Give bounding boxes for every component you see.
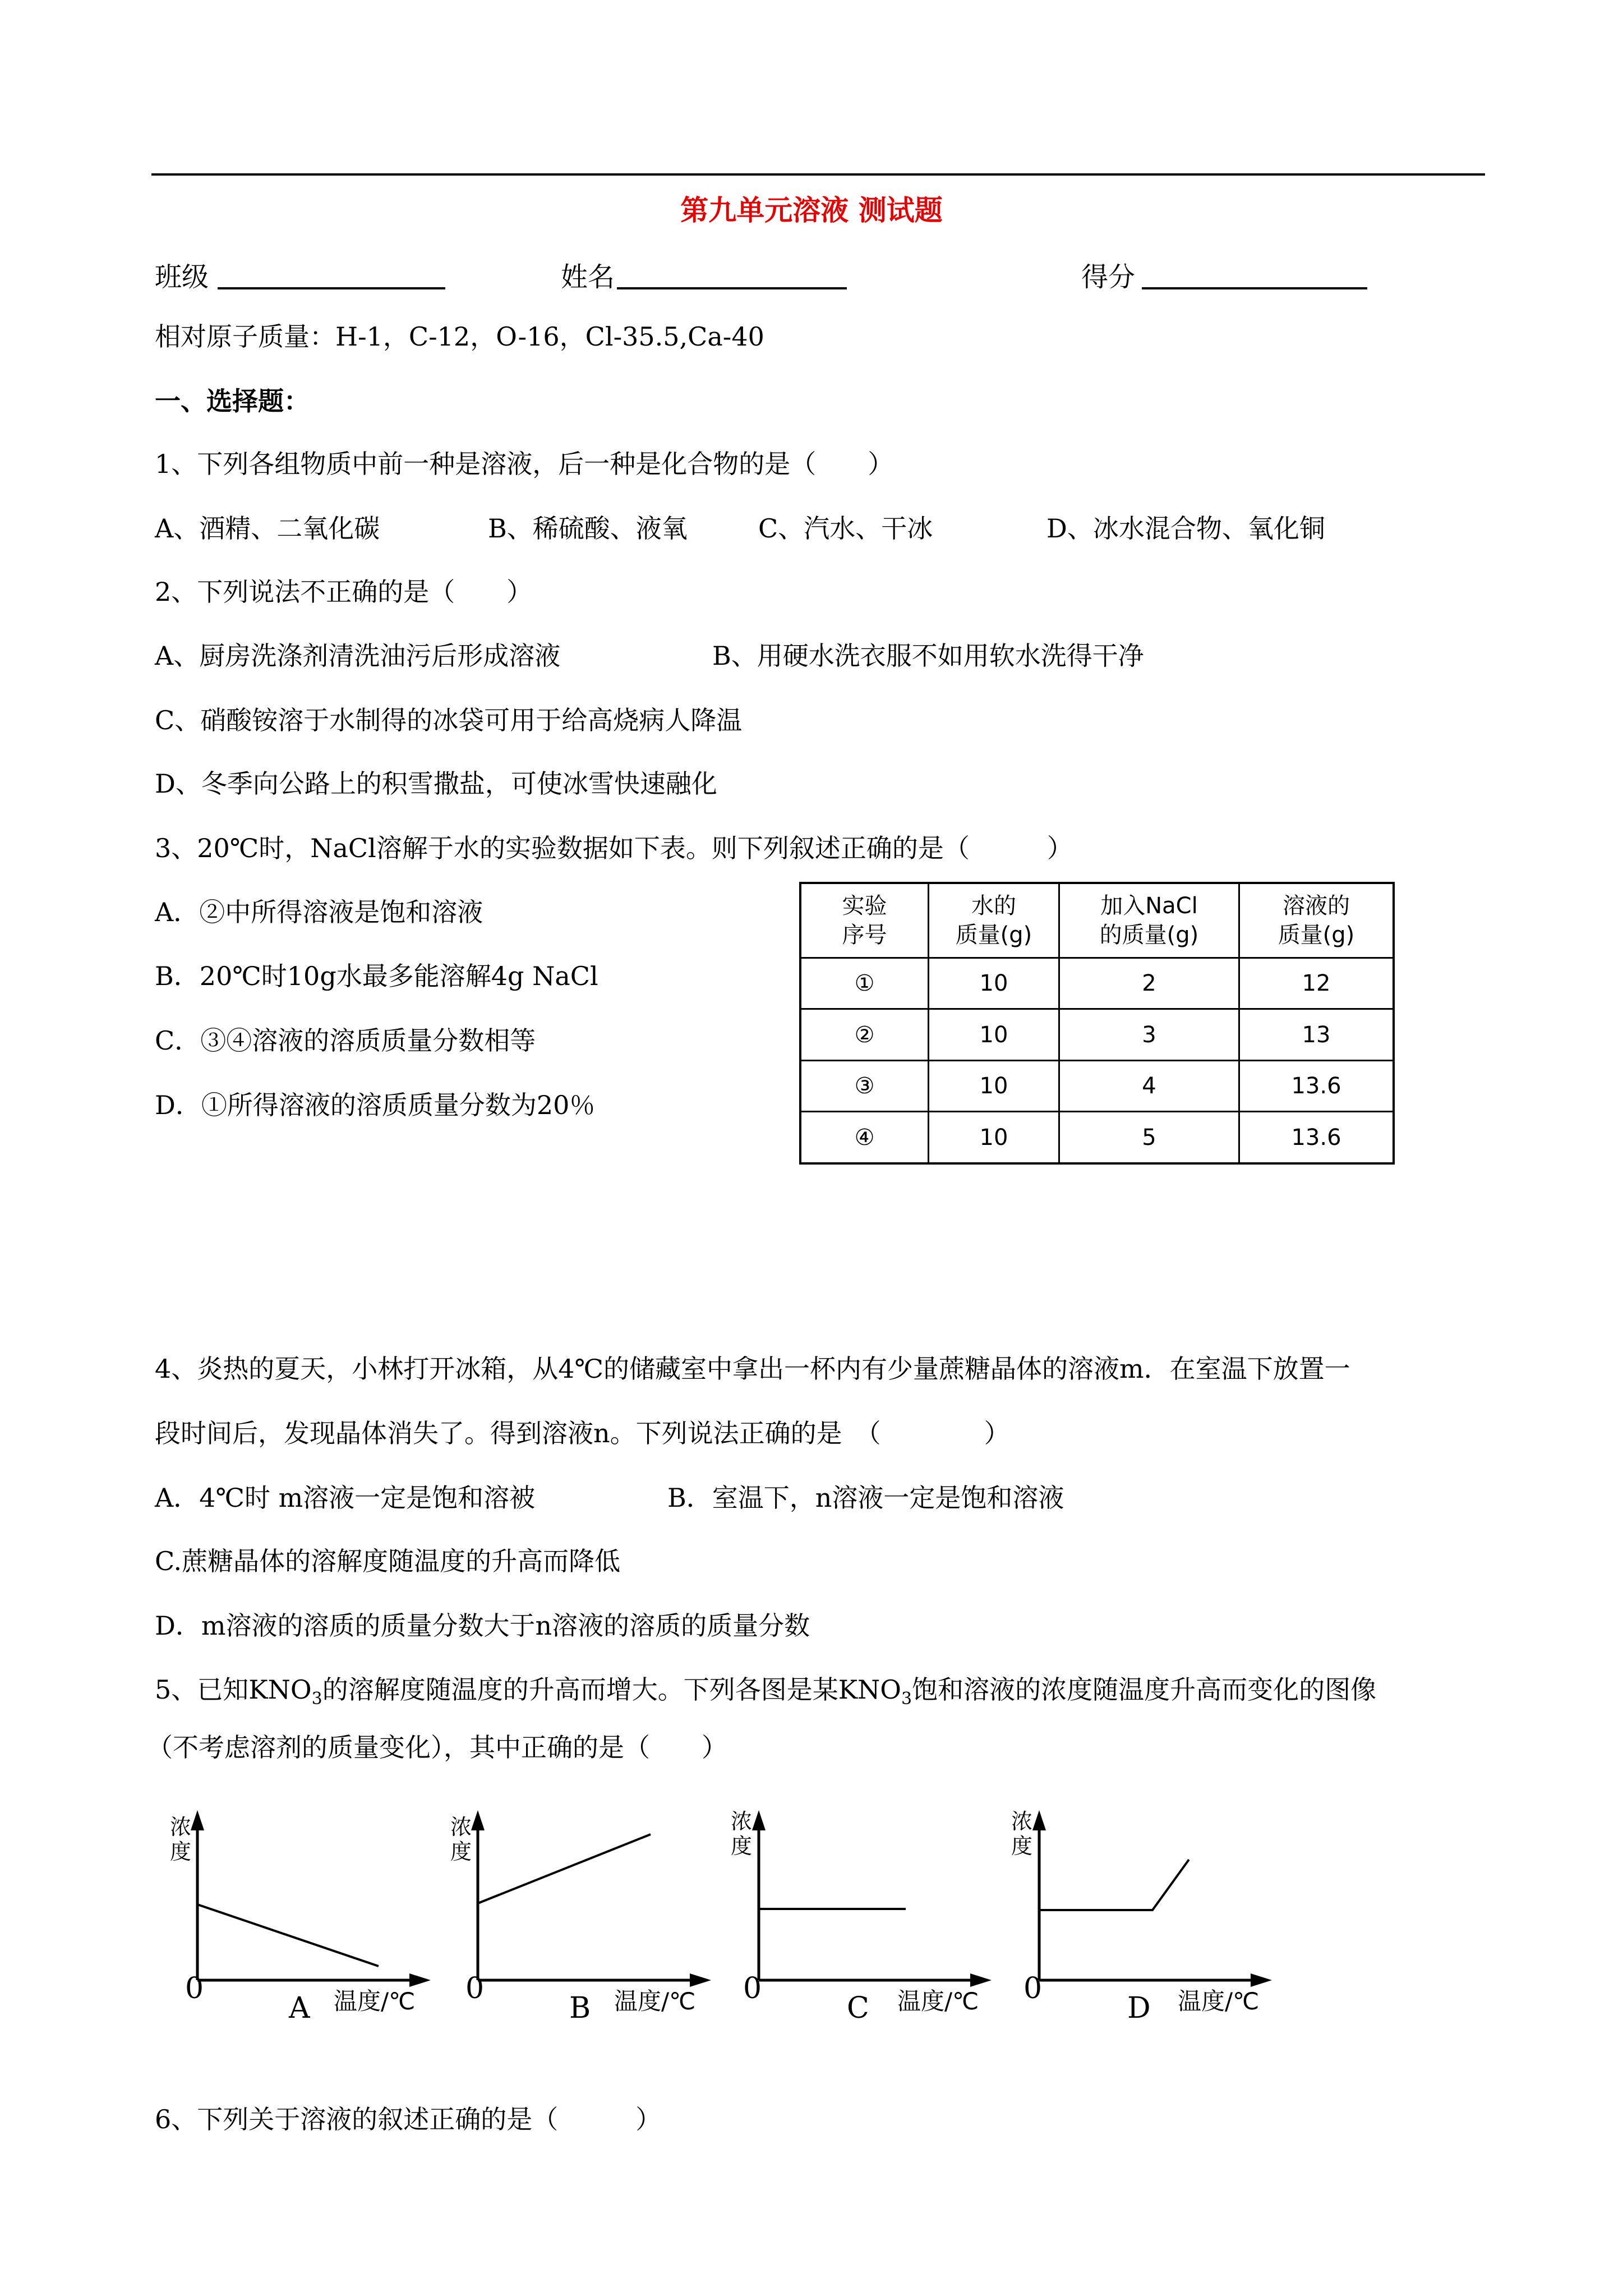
graph-c bbox=[726, 1803, 1007, 2028]
table-cell: 10 bbox=[929, 1009, 1059, 1060]
table-row bbox=[800, 1112, 1394, 1163]
q1-option-d: D、冰水混合物、氧化铜 bbox=[1046, 513, 1325, 544]
atomic-masses: 相对原子质量：H-1，C-12，O-16，Cl-35.5,Ca-40 bbox=[155, 321, 764, 352]
class-label: 班级 bbox=[155, 261, 209, 293]
q2-stem: 2、下列说法不正确的是（ ） bbox=[155, 577, 533, 607]
section-heading: 一、选择题： bbox=[155, 386, 310, 416]
q4-option-b: B．室温下，n溶液一定是饱和溶液 bbox=[667, 1483, 1064, 1513]
table-cell: 13 bbox=[1239, 1009, 1394, 1060]
q6-stem: 6、下列关于溶液的叙述正确的是（ ） bbox=[155, 2104, 662, 2134]
q3-option-c: C．③④溶液的溶质质量分数相等 bbox=[155, 1025, 536, 1056]
graph-origin: 0 bbox=[743, 1972, 762, 2005]
table-row bbox=[800, 1060, 1394, 1111]
graph-a-line bbox=[197, 1904, 379, 1966]
nacl-data-table bbox=[799, 882, 1395, 1165]
q1-option-a: A、酒精、二氧化碳 bbox=[155, 513, 380, 544]
name-label: 姓名 bbox=[561, 261, 615, 293]
q3-option-d: D．①所得溶液的溶质质量分数为20％ bbox=[155, 1090, 596, 1120]
graph-b-line bbox=[478, 1834, 651, 1903]
graph-xlabel: 温度/℃ bbox=[897, 1987, 979, 2015]
table-cell: ② bbox=[800, 1009, 929, 1060]
q1-option-c: C、汽水、干冰 bbox=[758, 513, 933, 544]
graph-ylabel: 浓 度 bbox=[730, 1809, 752, 1858]
table-header-row bbox=[800, 883, 1394, 958]
q4-option-c: C.蔗糖晶体的溶解度随温度的升高而降低 bbox=[155, 1546, 621, 1576]
class-blank[interactable] bbox=[218, 287, 445, 289]
graph-xlabel: 温度/℃ bbox=[1178, 1987, 1260, 2015]
table-row bbox=[800, 958, 1394, 1009]
graph-letter: D bbox=[1127, 1991, 1151, 2025]
table-cell: 13.6 bbox=[1239, 1112, 1394, 1163]
graph-letter: C bbox=[847, 1991, 869, 2025]
table-cell: 10 bbox=[929, 1060, 1059, 1111]
q1-option-b: B、稀硫酸、液氧 bbox=[488, 513, 688, 544]
table-cell: ① bbox=[800, 958, 929, 1009]
header-cell: 溶液的 质量(g) bbox=[1239, 883, 1394, 958]
q4-stem-line1: 4、炎热的夏天，小林打开冰箱，从4℃的储藏室中拿出一杯内有少量蔗糖晶体的溶液m．在室温下放置一 bbox=[155, 1354, 1350, 1384]
graph-d-line bbox=[1039, 1860, 1189, 1910]
q3-option-a: A．②中所得溶液是饱和溶液 bbox=[155, 897, 483, 927]
table-cell: ④ bbox=[800, 1112, 929, 1163]
q5-stem-line1: 5、已知$KNO_3$的溶解度随温度的升高而增大。下列各图是某$KNO_3$饱和溶液的浓度随温度升高而变化的图像 bbox=[155, 1674, 1377, 1709]
score-label: 得分 bbox=[1081, 261, 1136, 293]
table-cell: ③ bbox=[800, 1060, 929, 1111]
header-cell: 实验 序号 bbox=[800, 883, 929, 958]
table-cell: 5 bbox=[1059, 1112, 1239, 1163]
q3-stem: 3、20℃时，NaCl溶解于水的实验数据如下表。则下列叙述正确的是（ ） bbox=[155, 833, 1073, 863]
q2-option-c: C、硝酸铵溶于水制得的冰袋可用于给高烧病人降温 bbox=[155, 705, 743, 735]
page-title: 第九单元溶液 测试题 bbox=[680, 194, 943, 227]
q1-stem: 1、下列各组物质中前一种是溶液，后一种是化合物的是（ ） bbox=[155, 449, 894, 479]
q4-option-d: D．m溶液的溶质的质量分数大于n溶液的溶质的质量分数 bbox=[155, 1611, 810, 1641]
q3-option-b: B．20℃时10g水最多能溶解4g NaCl bbox=[155, 961, 598, 991]
graph-xlabel: 温度/℃ bbox=[334, 1987, 416, 2015]
graph-ylabel: 浓 度 bbox=[450, 1815, 472, 1864]
q5-stem-line2: （不考虑溶剂的质量变化），其中正确的是（ ） bbox=[147, 1732, 727, 1763]
graph-letter: A bbox=[289, 1991, 310, 2025]
graph-a bbox=[163, 1803, 443, 2028]
graph-origin: 0 bbox=[185, 1972, 204, 2005]
header-rule bbox=[151, 173, 1485, 176]
header-cell: 水的 质量(g) bbox=[929, 883, 1059, 958]
score-blank[interactable] bbox=[1142, 287, 1367, 289]
graph-xlabel: 温度/℃ bbox=[614, 1987, 696, 2015]
table-cell: 12 bbox=[1239, 958, 1394, 1009]
q2-option-b: B、用硬水洗衣服不如用软水洗得干净 bbox=[712, 641, 1144, 671]
q4-stem-line2: 段时间后，发现晶体消失了。得到溶液n。下列说法正确的是 （ ） bbox=[155, 1418, 1010, 1448]
graph-b bbox=[443, 1803, 723, 2028]
graph-origin: 0 bbox=[1023, 1972, 1043, 2005]
header-cell: 加入NaCl 的质量(g) bbox=[1059, 883, 1239, 958]
q2-option-d: D、冬季向公路上的积雪撒盐，可使冰雪快速融化 bbox=[155, 769, 717, 799]
table-cell: 13.6 bbox=[1239, 1060, 1394, 1111]
graph-letter: B bbox=[569, 1991, 591, 2025]
graph-ylabel: 浓 度 bbox=[169, 1815, 191, 1864]
table-cell: 4 bbox=[1059, 1060, 1239, 1111]
table-row bbox=[800, 1009, 1394, 1060]
table-cell: 10 bbox=[929, 958, 1059, 1009]
q4-option-a: A．4℃时 m溶液一定是饱和溶被 bbox=[155, 1483, 536, 1513]
q2-option-a: A、厨房洗涤剂清洗油污后形成溶液 bbox=[155, 641, 561, 671]
name-blank[interactable] bbox=[617, 287, 847, 289]
table-cell: 3 bbox=[1059, 1009, 1239, 1060]
graph-d bbox=[1007, 1803, 1287, 2028]
table-cell: 10 bbox=[929, 1112, 1059, 1163]
graph-ylabel: 浓 度 bbox=[1011, 1809, 1032, 1858]
graph-origin: 0 bbox=[465, 1972, 485, 2005]
table-cell: 2 bbox=[1059, 958, 1239, 1009]
